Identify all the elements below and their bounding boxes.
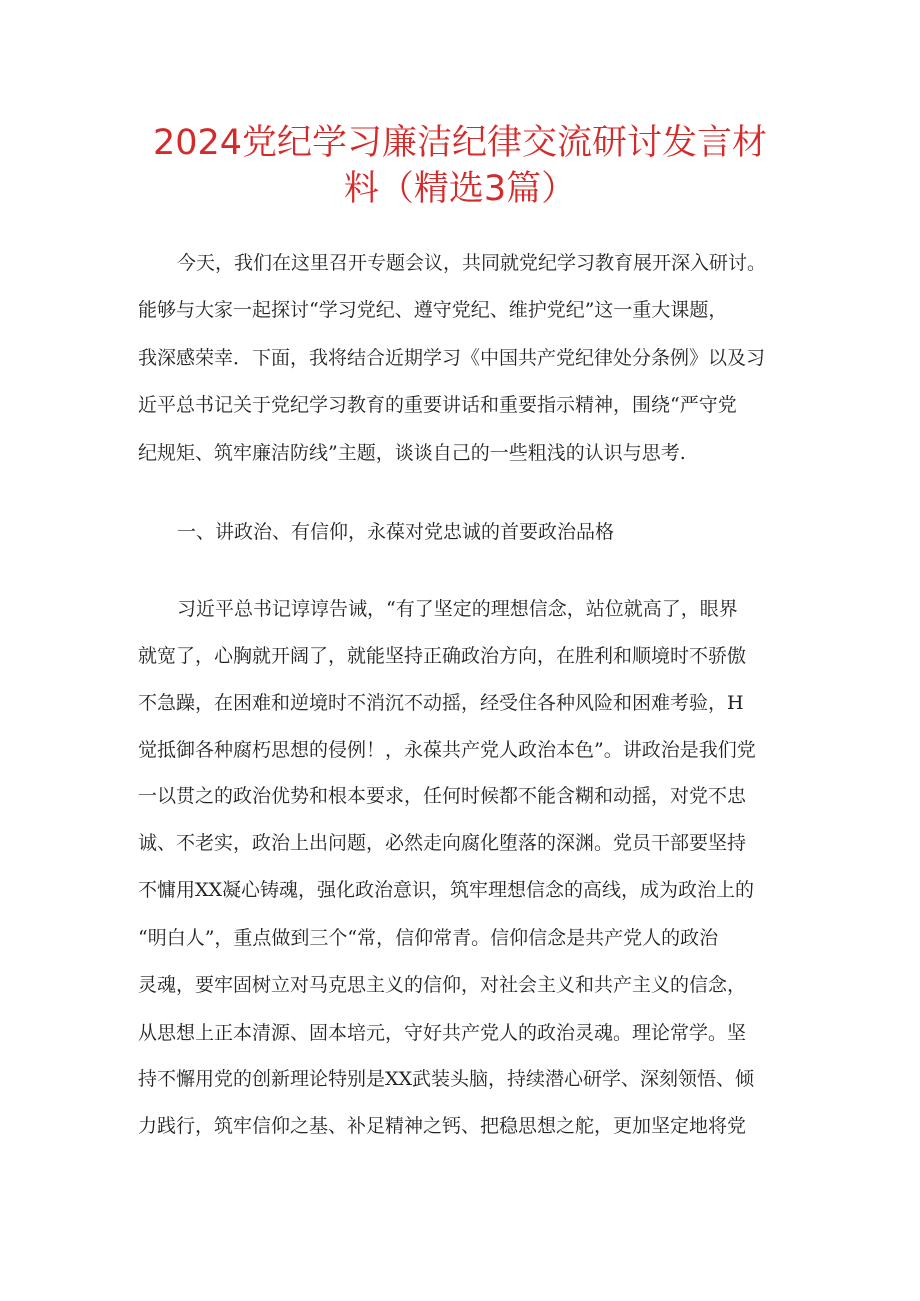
document-title-line-2: 料（精选3篇） <box>343 169 577 209</box>
text-line: 觉抵御各种腐朽思想的侵例！，永葆共产党人政治本色”。讲政治是我们党 <box>138 739 756 761</box>
text-line: 不急躁，在困难和逆境时不消沉不动摇，经受住各种风险和困难考验，H <box>138 692 744 714</box>
text-line: 从思想上正本清源、固本培元，守好共产党人的政治灵魂。理论常学。坚 <box>138 1022 747 1044</box>
text-line: 灵魂，要牢固树立对马克思主义的信仰，对社会主义和共产主义的信念， <box>138 974 747 996</box>
text-line: 我深感荣幸．下面，我将结合近期学习《中国共产党纪律处分条例》以及习 <box>138 347 766 369</box>
text-line: 今天，我们在这里召开专题会议，共同就党纪学习教育展开深入研讨。 <box>177 252 767 274</box>
text-line: 不慵用XX凝心铸魂，强化政治意识，筑牢理想信念的高线，成为政治上的 <box>138 879 755 901</box>
text-line: “明白人”，重点做到三个“常，信仰常青。信仰信念是共产党人的政治 <box>138 927 719 949</box>
text-line: 近平总书记关于党纪学习教育的重要讲话和重要指示精神，围绕“严守党 <box>138 394 737 416</box>
text-line: 纪规矩、筑牢廉洁防线”主题，谈谈自己的一些粗浅的认识与思考. <box>138 442 686 464</box>
text-line: 习近平总书记谆谆告诫，“有了坚定的理想信念，站位就高了，眼界 <box>177 598 738 620</box>
document-title-line-1: 2024党纪学习廉洁纪律交流研讨发言材 <box>152 123 768 163</box>
text-line: 能够与大家一起探讨“学习党纪、遵守党纪、维护党纪”这一重大课题， <box>138 299 728 321</box>
text-line: 就宽了，心胸就开阔了，就能坚持正确政治方向，在胜利和顺境时不骄傲 <box>138 645 747 667</box>
text-line: 力践行，筑牢信仰之基、补足精神之钙、把稳思想之舵，更加坚定地将党 <box>138 1115 747 1137</box>
text-line: 持不懈用党的创新理论特别是XX武装头脑，持续潜心研学、深刻领悟、倾 <box>138 1068 755 1090</box>
section-heading: 一、讲政治、有信仰，永葆对党忠诚的首要政治品格 <box>177 521 615 543</box>
text-line: 一以贯之的政治优势和根本要求，任何时候都不能含糊和动摇，对党不忠 <box>138 785 747 807</box>
text-line: 诚、不老实，政治上出问题，必然走向腐化堕落的深渊。党员干部要坚持 <box>138 832 747 854</box>
